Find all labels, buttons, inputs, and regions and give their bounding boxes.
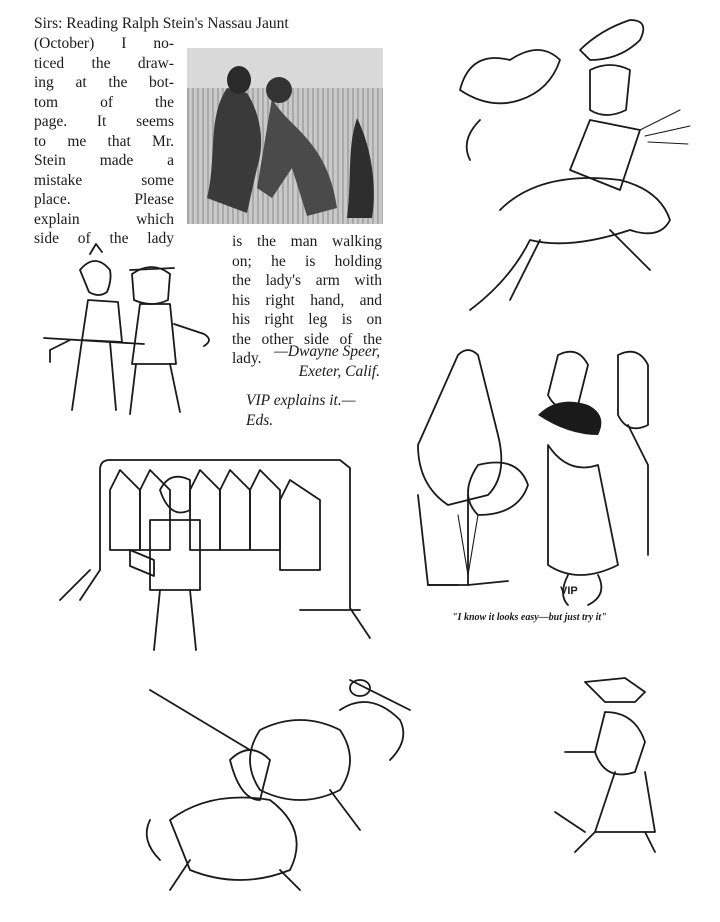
letter-line: tom of the	[34, 93, 174, 111]
cartoon-caption: "I know it looks easy—but just try it"	[452, 612, 607, 623]
reply-line: Eds.	[246, 411, 274, 429]
letter-signature	[232, 342, 380, 381]
letter-line: Stein made a	[34, 152, 174, 169]
letter-line: to me that Mr.	[34, 132, 174, 150]
letter-line: the other side of the	[232, 330, 382, 348]
letter-line: his right hand, and	[232, 291, 382, 309]
letter-line: is the man walking	[232, 233, 382, 250]
letter-line: the lady's arm with	[232, 272, 382, 289]
rider-on-beast-drawing	[440, 10, 700, 330]
letter-line: ing at the bot-	[34, 74, 174, 91]
letter-body-narrow	[34, 34, 174, 249]
halftone-photo-clipping	[187, 48, 383, 224]
artist-signature: VIP	[560, 585, 578, 597]
editor-reply	[246, 391, 356, 430]
letter-line: on; he is holding	[232, 252, 382, 270]
violinist-drawing	[545, 672, 665, 862]
clothes-rack-drawing	[60, 450, 360, 660]
signature-name: —Dwayne Speer,	[274, 343, 380, 360]
letter-lead-text: Sirs: Reading Ralph Stein's Nassau Jaunt	[34, 15, 289, 32]
letter-line: explain which	[34, 210, 174, 228]
letter-line: ticed the draw-	[34, 54, 174, 72]
signature-location: Exeter, Calif.	[298, 362, 380, 380]
letter-line: his right leg is on	[232, 311, 382, 328]
reply-line: VIP explains it.—	[246, 392, 356, 409]
letter-opening-line	[34, 14, 289, 34]
letter-line: mistake some	[34, 171, 174, 189]
letter-line: side of the lady	[34, 230, 174, 247]
walking-couple-drawing	[40, 240, 230, 430]
letter-line: lady.	[232, 350, 262, 367]
polo-players-drawing	[130, 670, 450, 900]
letter-line: page. It seems	[34, 113, 174, 130]
photo-figures	[187, 48, 383, 224]
letter-line: place. Please	[34, 191, 174, 208]
group-cartoon-drawing	[398, 335, 688, 605]
letter-line: (October) I no-	[34, 35, 174, 52]
